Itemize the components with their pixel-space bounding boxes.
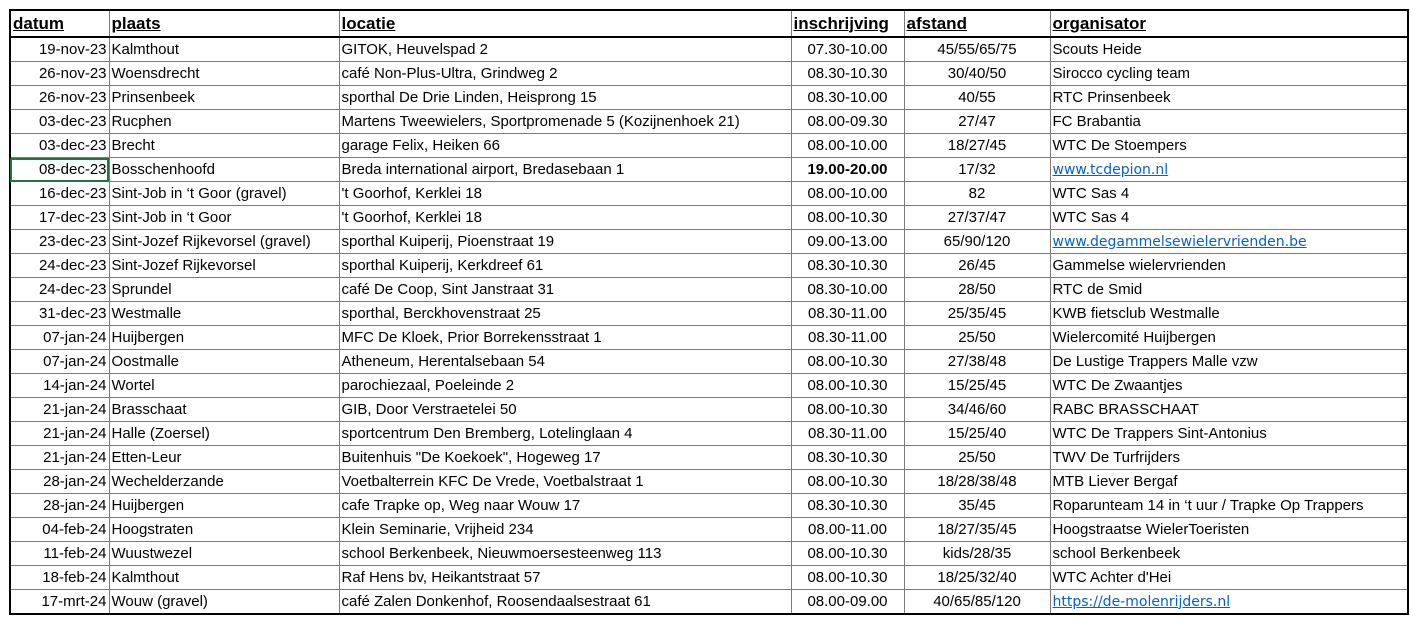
- cell-organisator[interactable]: Scouts Heide: [1050, 37, 1408, 62]
- cell-inschrijving[interactable]: 08.00-10.30: [791, 350, 904, 374]
- cell-organisator[interactable]: school Berkenbeek: [1050, 542, 1408, 566]
- table-row: [10, 158, 1408, 182]
- cell-locatie[interactable]: sporthal De Drie Linden, Heisprong 15: [339, 86, 791, 110]
- cell-organisator[interactable]: [1050, 158, 1408, 182]
- cell-afstand[interactable]: 15/25/40: [904, 422, 1050, 446]
- header-datum[interactable]: datum: [10, 10, 109, 37]
- cell-locatie[interactable]: school Berkenbeek, Nieuwmoersesteenweg 113: [339, 542, 791, 566]
- cell-organisator[interactable]: WTC De Trappers Sint-Antonius: [1050, 422, 1408, 446]
- header-locatie[interactable]: locatie: [339, 10, 791, 37]
- table-row: [10, 374, 1408, 398]
- cell-organisator[interactable]: WTC De Stoempers: [1050, 134, 1408, 158]
- table-row: [10, 326, 1408, 350]
- cell-afstand[interactable]: 18/28/38/48: [904, 470, 1050, 494]
- cell-plaats[interactable]: Kalmthout: [109, 566, 339, 590]
- cell-locatie[interactable]: sporthal Kuiperij, Pioenstraat 19: [339, 230, 791, 254]
- table-row: [10, 230, 1408, 254]
- cell-inschrijving[interactable]: 08.00-11.00: [791, 518, 904, 542]
- cell-plaats[interactable]: Huijbergen: [109, 326, 339, 350]
- cell-datum[interactable]: 03-dec-23: [10, 110, 109, 134]
- table-row: [10, 302, 1408, 326]
- cell-inschrijving[interactable]: 08.00-10.00: [791, 134, 904, 158]
- cell-afstand[interactable]: 35/45: [904, 494, 1050, 518]
- table-row: [10, 518, 1408, 542]
- cell-inschrijving[interactable]: 08.30-11.00: [791, 302, 904, 326]
- cell-plaats[interactable]: Halle (Zoersel): [109, 422, 339, 446]
- cell-locatie[interactable]: GITOK, Heuvelspad 2: [339, 37, 791, 62]
- cell-organisator[interactable]: FC Brabantia: [1050, 110, 1408, 134]
- cell-datum[interactable]: 17-mrt-24: [10, 590, 109, 615]
- cell-inschrijving[interactable]: 08.00-10.30: [791, 206, 904, 230]
- cell-inschrijving[interactable]: 08.30-10.30: [791, 446, 904, 470]
- cell-afstand[interactable]: 18/25/32/40: [904, 566, 1050, 590]
- cell-inschrijving[interactable]: 08.00-09.00: [791, 590, 904, 615]
- cell-organisator[interactable]: WTC Achter d'Hei: [1050, 566, 1408, 590]
- cell-inschrijving[interactable]: 08.30-11.00: [791, 326, 904, 350]
- header-afstand[interactable]: afstand: [904, 10, 1050, 37]
- cell-afstand[interactable]: 45/55/65/75: [904, 37, 1050, 62]
- table-row: [10, 206, 1408, 230]
- cell-organisator[interactable]: Hoogstraatse WielerToeristen: [1050, 518, 1408, 542]
- cell-datum[interactable]: 19-nov-23: [10, 37, 109, 62]
- cell-datum[interactable]: 07-jan-24: [10, 326, 109, 350]
- cell-afstand[interactable]: 82: [904, 182, 1050, 206]
- cell-inschrijving[interactable]: 19.00-20.00: [791, 158, 904, 182]
- cell-organisator[interactable]: Gammelse wielervrienden: [1050, 254, 1408, 278]
- table-row: [10, 134, 1408, 158]
- organisator-link[interactable]: www.tcdepion.nl: [1052, 161, 1169, 178]
- cell-organisator[interactable]: KWB fietsclub Westmalle: [1050, 302, 1408, 326]
- table-row: [10, 590, 1408, 615]
- cell-plaats[interactable]: Etten-Leur: [109, 446, 339, 470]
- cell-datum[interactable]: 18-feb-24: [10, 566, 109, 590]
- cell-inschrijving[interactable]: 08.00-10.30: [791, 542, 904, 566]
- cell-plaats[interactable]: Prinsenbeek: [109, 86, 339, 110]
- cell-datum[interactable]: 26-nov-23: [10, 86, 109, 110]
- cell-inschrijving[interactable]: 08.30-10.30: [791, 494, 904, 518]
- table-row: [10, 350, 1408, 374]
- table-row: [10, 86, 1408, 110]
- cell-organisator[interactable]: WTC Sas 4: [1050, 182, 1408, 206]
- cell-locatie[interactable]: GIB, Door Verstraetelei 50: [339, 398, 791, 422]
- cell-locatie[interactable]: Voetbalterrein KFC De Vrede, Voetbalstraat 1: [339, 470, 791, 494]
- cell-locatie[interactable]: MFC De Kloek, Prior Borrekensstraat 1: [339, 326, 791, 350]
- cell-afstand[interactable]: 25/50: [904, 446, 1050, 470]
- table-row: [10, 37, 1408, 62]
- cell-locatie[interactable]: 't Goorhof, Kerklei 18: [339, 182, 791, 206]
- cell-organisator[interactable]: Roparunteam 14 in ‘t uur / Trapke Op Trappers: [1050, 494, 1408, 518]
- table-row: [10, 182, 1408, 206]
- cell-locatie[interactable]: garage Felix, Heiken 66: [339, 134, 791, 158]
- organisator-link[interactable]: https://de-molenrijders.nl: [1052, 593, 1231, 610]
- cell-organisator[interactable]: De Lustige Trappers Malle vzw: [1050, 350, 1408, 374]
- cell-plaats[interactable]: Sint-Job in ‘t Goor: [109, 206, 339, 230]
- cell-datum[interactable]: 21-jan-24: [10, 422, 109, 446]
- cell-inschrijving[interactable]: 08.30-11.00: [791, 422, 904, 446]
- table-row: [10, 278, 1408, 302]
- table-row: [10, 254, 1408, 278]
- cell-plaats[interactable]: Bosschenhoofd: [109, 158, 339, 182]
- cell-plaats[interactable]: Brasschaat: [109, 398, 339, 422]
- table-row: [10, 542, 1408, 566]
- cell-locatie[interactable]: sporthal Kuiperij, Kerkdreef 61: [339, 254, 791, 278]
- table-row: [10, 398, 1408, 422]
- cell-datum[interactable]: 03-dec-23: [10, 134, 109, 158]
- cell-afstand[interactable]: 65/90/120: [904, 230, 1050, 254]
- cell-organisator[interactable]: WTC De Zwaantjes: [1050, 374, 1408, 398]
- cell-afstand[interactable]: 28/50: [904, 278, 1050, 302]
- table-row: [10, 62, 1408, 86]
- cell-organisator[interactable]: WTC Sas 4: [1050, 206, 1408, 230]
- cell-datum[interactable]: 24-dec-23: [10, 278, 109, 302]
- cell-datum[interactable]: 07-jan-24: [10, 350, 109, 374]
- header-inschrijving[interactable]: inschrijving: [791, 10, 904, 37]
- cell-inschrijving[interactable]: 08.30-10.30: [791, 62, 904, 86]
- cell-afstand[interactable]: 34/46/60: [904, 398, 1050, 422]
- cell-organisator[interactable]: [1050, 590, 1408, 615]
- header-plaats[interactable]: plaats: [109, 10, 339, 37]
- cell-locatie[interactable]: 't Goorhof, Kerklei 18: [339, 206, 791, 230]
- cell-inschrijving[interactable]: 08.30-10.30: [791, 254, 904, 278]
- event-table: [9, 9, 1409, 615]
- cell-locatie[interactable]: café De Coop, Sint Janstraat 31: [339, 278, 791, 302]
- cell-plaats[interactable]: Brecht: [109, 134, 339, 158]
- cell-locatie[interactable]: Atheneum, Herentalsebaan 54: [339, 350, 791, 374]
- cell-datum[interactable]: 11-feb-24: [10, 542, 109, 566]
- table-row: [10, 470, 1408, 494]
- cell-plaats[interactable]: Wuustwezel: [109, 542, 339, 566]
- cell-datum[interactable]: 21-jan-24: [10, 446, 109, 470]
- cell-locatie[interactable]: Breda international airport, Bredasebaan 1: [339, 158, 791, 182]
- cell-plaats[interactable]: Kalmthout: [109, 37, 339, 62]
- cell-plaats[interactable]: Rucphen: [109, 110, 339, 134]
- cell-datum[interactable]: 08-dec-23: [10, 158, 109, 182]
- cell-afstand[interactable]: 30/40/50: [904, 62, 1050, 86]
- cell-afstand[interactable]: 17/32: [904, 158, 1050, 182]
- cell-datum[interactable]: 26-nov-23: [10, 62, 109, 86]
- header-organisator[interactable]: organisator: [1050, 10, 1408, 37]
- cell-plaats[interactable]: Sprundel: [109, 278, 339, 302]
- cell-plaats[interactable]: Huijbergen: [109, 494, 339, 518]
- cell-datum[interactable]: 23-dec-23: [10, 230, 109, 254]
- cell-datum[interactable]: 28-jan-24: [10, 494, 109, 518]
- table-row: [10, 110, 1408, 134]
- cell-plaats[interactable]: Wortel: [109, 374, 339, 398]
- cell-organisator[interactable]: RABC BRASSCHAAT: [1050, 398, 1408, 422]
- table-row: [10, 446, 1408, 470]
- cell-afstand[interactable]: 18/27/45: [904, 134, 1050, 158]
- cell-afstand[interactable]: 26/45: [904, 254, 1050, 278]
- cell-inschrijving[interactable]: 07.30-10.00: [791, 37, 904, 62]
- cell-locatie[interactable]: sportcentrum Den Bremberg, Lotelinglaan 4: [339, 422, 791, 446]
- cell-plaats[interactable]: Sint-Job in ‘t Goor (gravel): [109, 182, 339, 206]
- cell-afstand[interactable]: 25/35/45: [904, 302, 1050, 326]
- cell-inschrijving[interactable]: 08.00-10.30: [791, 398, 904, 422]
- cell-inschrijving[interactable]: 08.00-10.30: [791, 470, 904, 494]
- header-row: [10, 10, 1408, 37]
- cell-inschrijving[interactable]: 08.00-10.00: [791, 182, 904, 206]
- cell-plaats[interactable]: Hoogstraten: [109, 518, 339, 542]
- cell-organisator[interactable]: TWV De Turfrijders: [1050, 446, 1408, 470]
- cell-plaats[interactable]: Sint-Jozef Rijkevorsel (gravel): [109, 230, 339, 254]
- table-body: [10, 37, 1408, 614]
- cell-afstand[interactable]: 40/55: [904, 86, 1050, 110]
- organisator-link[interactable]: www.degammelsewielervrienden.be: [1052, 233, 1307, 250]
- cell-datum[interactable]: 31-dec-23: [10, 302, 109, 326]
- cell-plaats[interactable]: Oostmalle: [109, 350, 339, 374]
- cell-locatie[interactable]: café Zalen Donkenhof, Roosendaalsestraat 61: [339, 590, 791, 615]
- cell-plaats[interactable]: Woensdrecht: [109, 62, 339, 86]
- cell-afstand[interactable]: 27/47: [904, 110, 1050, 134]
- cell-inschrijving[interactable]: 08.30-10.00: [791, 86, 904, 110]
- cell-organisator[interactable]: [1050, 230, 1408, 254]
- cell-plaats[interactable]: Wechelderzande: [109, 470, 339, 494]
- cell-organisator[interactable]: Sirocco cycling team: [1050, 62, 1408, 86]
- cell-inschrijving[interactable]: 08.00-09.30: [791, 110, 904, 134]
- cell-afstand[interactable]: 27/37/47: [904, 206, 1050, 230]
- cell-afstand[interactable]: 15/25/45: [904, 374, 1050, 398]
- cell-datum[interactable]: 17-dec-23: [10, 206, 109, 230]
- cell-locatie[interactable]: Raf Hens bv, Heikantstraat 57: [339, 566, 791, 590]
- cell-afstand[interactable]: 25/50: [904, 326, 1050, 350]
- cell-afstand[interactable]: 40/65/85/120: [904, 590, 1050, 615]
- cell-inschrijving[interactable]: 08.00-10.30: [791, 566, 904, 590]
- cell-afstand[interactable]: kids/28/35: [904, 542, 1050, 566]
- cell-locatie[interactable]: Buitenhuis "De Koekoek", Hogeweg 17: [339, 446, 791, 470]
- cell-afstand[interactable]: 27/38/48: [904, 350, 1050, 374]
- cell-locatie[interactable]: Martens Tweewielers, Sportpromenade 5 (Kozijnenhoek 21): [339, 110, 791, 134]
- cell-plaats[interactable]: Sint-Jozef Rijkevorsel: [109, 254, 339, 278]
- cell-locatie[interactable]: sporthal, Berckhovenstraat 25: [339, 302, 791, 326]
- cell-datum[interactable]: 04-feb-24: [10, 518, 109, 542]
- cell-locatie[interactable]: cafe Trapke op, Weg naar Wouw 17: [339, 494, 791, 518]
- table-row: [10, 494, 1408, 518]
- cell-organisator[interactable]: RTC Prinsenbeek: [1050, 86, 1408, 110]
- table-row: [10, 566, 1408, 590]
- cell-datum[interactable]: 16-dec-23: [10, 182, 109, 206]
- cell-datum[interactable]: 24-dec-23: [10, 254, 109, 278]
- cell-datum[interactable]: 21-jan-24: [10, 398, 109, 422]
- cell-datum[interactable]: 14-jan-24: [10, 374, 109, 398]
- cell-inschrijving[interactable]: 08.00-10.30: [791, 374, 904, 398]
- cell-inschrijving[interactable]: 09.00-13.00: [791, 230, 904, 254]
- cell-datum[interactable]: 28-jan-24: [10, 470, 109, 494]
- cell-plaats[interactable]: Westmalle: [109, 302, 339, 326]
- cell-locatie[interactable]: Klein Seminarie, Vrijheid 234: [339, 518, 791, 542]
- cell-locatie[interactable]: parochiezaal, Poeleinde 2: [339, 374, 791, 398]
- cell-plaats[interactable]: Wouw (gravel): [109, 590, 339, 615]
- cell-organisator[interactable]: MTB Liever Bergaf: [1050, 470, 1408, 494]
- cell-inschrijving[interactable]: 08.30-10.00: [791, 278, 904, 302]
- table-row: [10, 422, 1408, 446]
- cell-afstand[interactable]: 18/27/35/45: [904, 518, 1050, 542]
- cell-locatie[interactable]: café Non-Plus-Ultra, Grindweg 2: [339, 62, 791, 86]
- cell-organisator[interactable]: RTC de Smid: [1050, 278, 1408, 302]
- cell-organisator[interactable]: Wielercomité Huijbergen: [1050, 326, 1408, 350]
